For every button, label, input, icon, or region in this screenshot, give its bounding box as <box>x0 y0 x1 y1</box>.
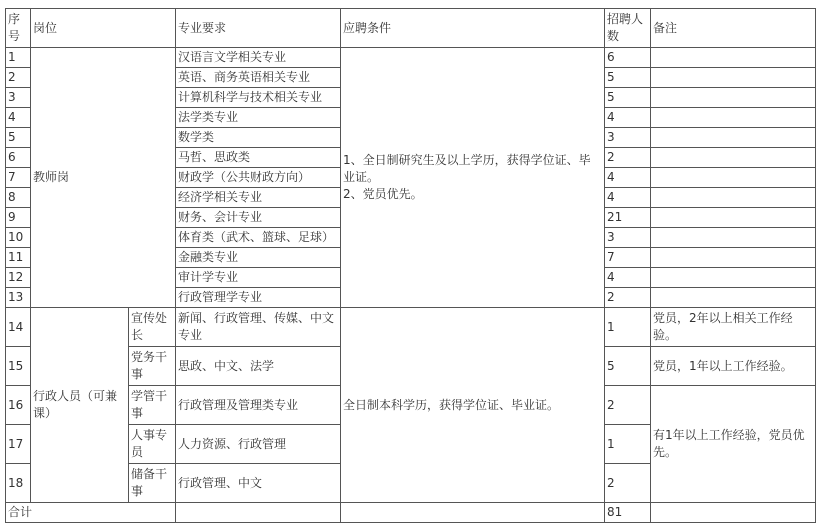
admin-position-cell: 行政人员（可兼课） <box>31 308 129 503</box>
total-conditions-empty <box>341 503 605 523</box>
row-major: 行政管理、中文 <box>176 464 341 503</box>
row-note <box>651 208 816 228</box>
row-count: 4 <box>605 108 651 128</box>
row-count: 2 <box>605 288 651 308</box>
row-no: 10 <box>6 228 31 248</box>
total-count: 81 <box>605 503 651 523</box>
row-major: 体育类（武术、篮球、足球） <box>176 228 341 248</box>
row-no: 16 <box>6 386 31 425</box>
admin-shared-note-cell: 有1年以上工作经验，党员优先。 <box>651 386 816 503</box>
row-no: 7 <box>6 168 31 188</box>
admin-conditions-cell: 全日制本科学历，获得学位证、毕业证。 <box>341 308 605 503</box>
row-count: 1 <box>605 308 651 347</box>
row-major: 金融类专业 <box>176 248 341 268</box>
teacher-conditions-cell: 1、全日制研究生及以上学历，获得学位证、毕业证。 2、党员优先。 <box>341 48 605 308</box>
table-row <box>6 308 816 347</box>
row-no: 3 <box>6 88 31 108</box>
table-row <box>6 48 816 68</box>
row-note: 党员，1年以上工作经验。 <box>651 347 816 386</box>
row-note <box>651 108 816 128</box>
header-major: 专业要求 <box>176 9 341 48</box>
row-note <box>651 68 816 88</box>
row-count: 1 <box>605 425 651 464</box>
header-count: 招聘人数 <box>605 9 651 48</box>
row-count: 21 <box>605 208 651 228</box>
row-count: 5 <box>605 88 651 108</box>
row-note <box>651 188 816 208</box>
row-major: 审计学专业 <box>176 268 341 288</box>
row-no: 12 <box>6 268 31 288</box>
row-count: 5 <box>605 68 651 88</box>
row-note <box>651 48 816 68</box>
row-no: 6 <box>6 148 31 168</box>
row-count: 7 <box>605 248 651 268</box>
row-note <box>651 168 816 188</box>
row-no: 8 <box>6 188 31 208</box>
row-count: 2 <box>605 386 651 425</box>
row-no: 4 <box>6 108 31 128</box>
row-count: 3 <box>605 228 651 248</box>
row-note <box>651 288 816 308</box>
row-no: 17 <box>6 425 31 464</box>
row-count: 3 <box>605 128 651 148</box>
row-no: 15 <box>6 347 31 386</box>
row-count: 4 <box>605 268 651 288</box>
row-count: 2 <box>605 148 651 168</box>
row-sub-position: 人事专员 <box>129 425 176 464</box>
row-note <box>651 228 816 248</box>
row-no: 14 <box>6 308 31 347</box>
row-major: 计算机科学与技术相关专业 <box>176 88 341 108</box>
row-major: 马哲、思政类 <box>176 148 341 168</box>
row-count: 2 <box>605 464 651 503</box>
row-note <box>651 148 816 168</box>
row-sub-position: 学管干事 <box>129 386 176 425</box>
header-position: 岗位 <box>31 9 176 48</box>
row-note <box>651 128 816 148</box>
row-sub-position: 储备干事 <box>129 464 176 503</box>
row-sub-position: 党务干事 <box>129 347 176 386</box>
row-count: 6 <box>605 48 651 68</box>
row-no: 13 <box>6 288 31 308</box>
header-note: 备注 <box>651 9 816 48</box>
total-major-empty <box>176 503 341 523</box>
row-no: 11 <box>6 248 31 268</box>
row-no: 9 <box>6 208 31 228</box>
row-major: 英语、商务英语相关专业 <box>176 68 341 88</box>
row-no: 5 <box>6 128 31 148</box>
row-major: 财务、会计专业 <box>176 208 341 228</box>
total-row <box>6 503 816 523</box>
row-no: 2 <box>6 68 31 88</box>
row-major: 汉语言文学相关专业 <box>176 48 341 68</box>
row-no: 1 <box>6 48 31 68</box>
row-major: 人力资源、行政管理 <box>176 425 341 464</box>
row-count: 4 <box>605 168 651 188</box>
row-major: 数学类 <box>176 128 341 148</box>
row-count: 5 <box>605 347 651 386</box>
row-note: 党员，2年以上相关工作经验。 <box>651 308 816 347</box>
total-label: 合计 <box>6 503 176 523</box>
row-major: 思政、中文、法学 <box>176 347 341 386</box>
row-no: 18 <box>6 464 31 503</box>
row-major: 财政学（公共财政方向） <box>176 168 341 188</box>
header-row <box>6 9 816 48</box>
row-major: 经济学相关专业 <box>176 188 341 208</box>
row-sub-position: 宣传处长 <box>129 308 176 347</box>
row-major: 行政管理及管理类专业 <box>176 386 341 425</box>
total-note-empty <box>651 503 816 523</box>
header-no: 序号 <box>6 9 31 48</box>
row-note <box>651 88 816 108</box>
header-conditions: 应聘条件 <box>341 9 605 48</box>
row-major: 法学类专业 <box>176 108 341 128</box>
row-note <box>651 268 816 288</box>
row-major: 新闻、行政管理、传媒、中文专业 <box>176 308 341 347</box>
teacher-position-cell: 教师岗 <box>31 48 176 308</box>
recruitment-table <box>5 8 816 523</box>
row-note <box>651 248 816 268</box>
row-count: 4 <box>605 188 651 208</box>
row-major: 行政管理学专业 <box>176 288 341 308</box>
